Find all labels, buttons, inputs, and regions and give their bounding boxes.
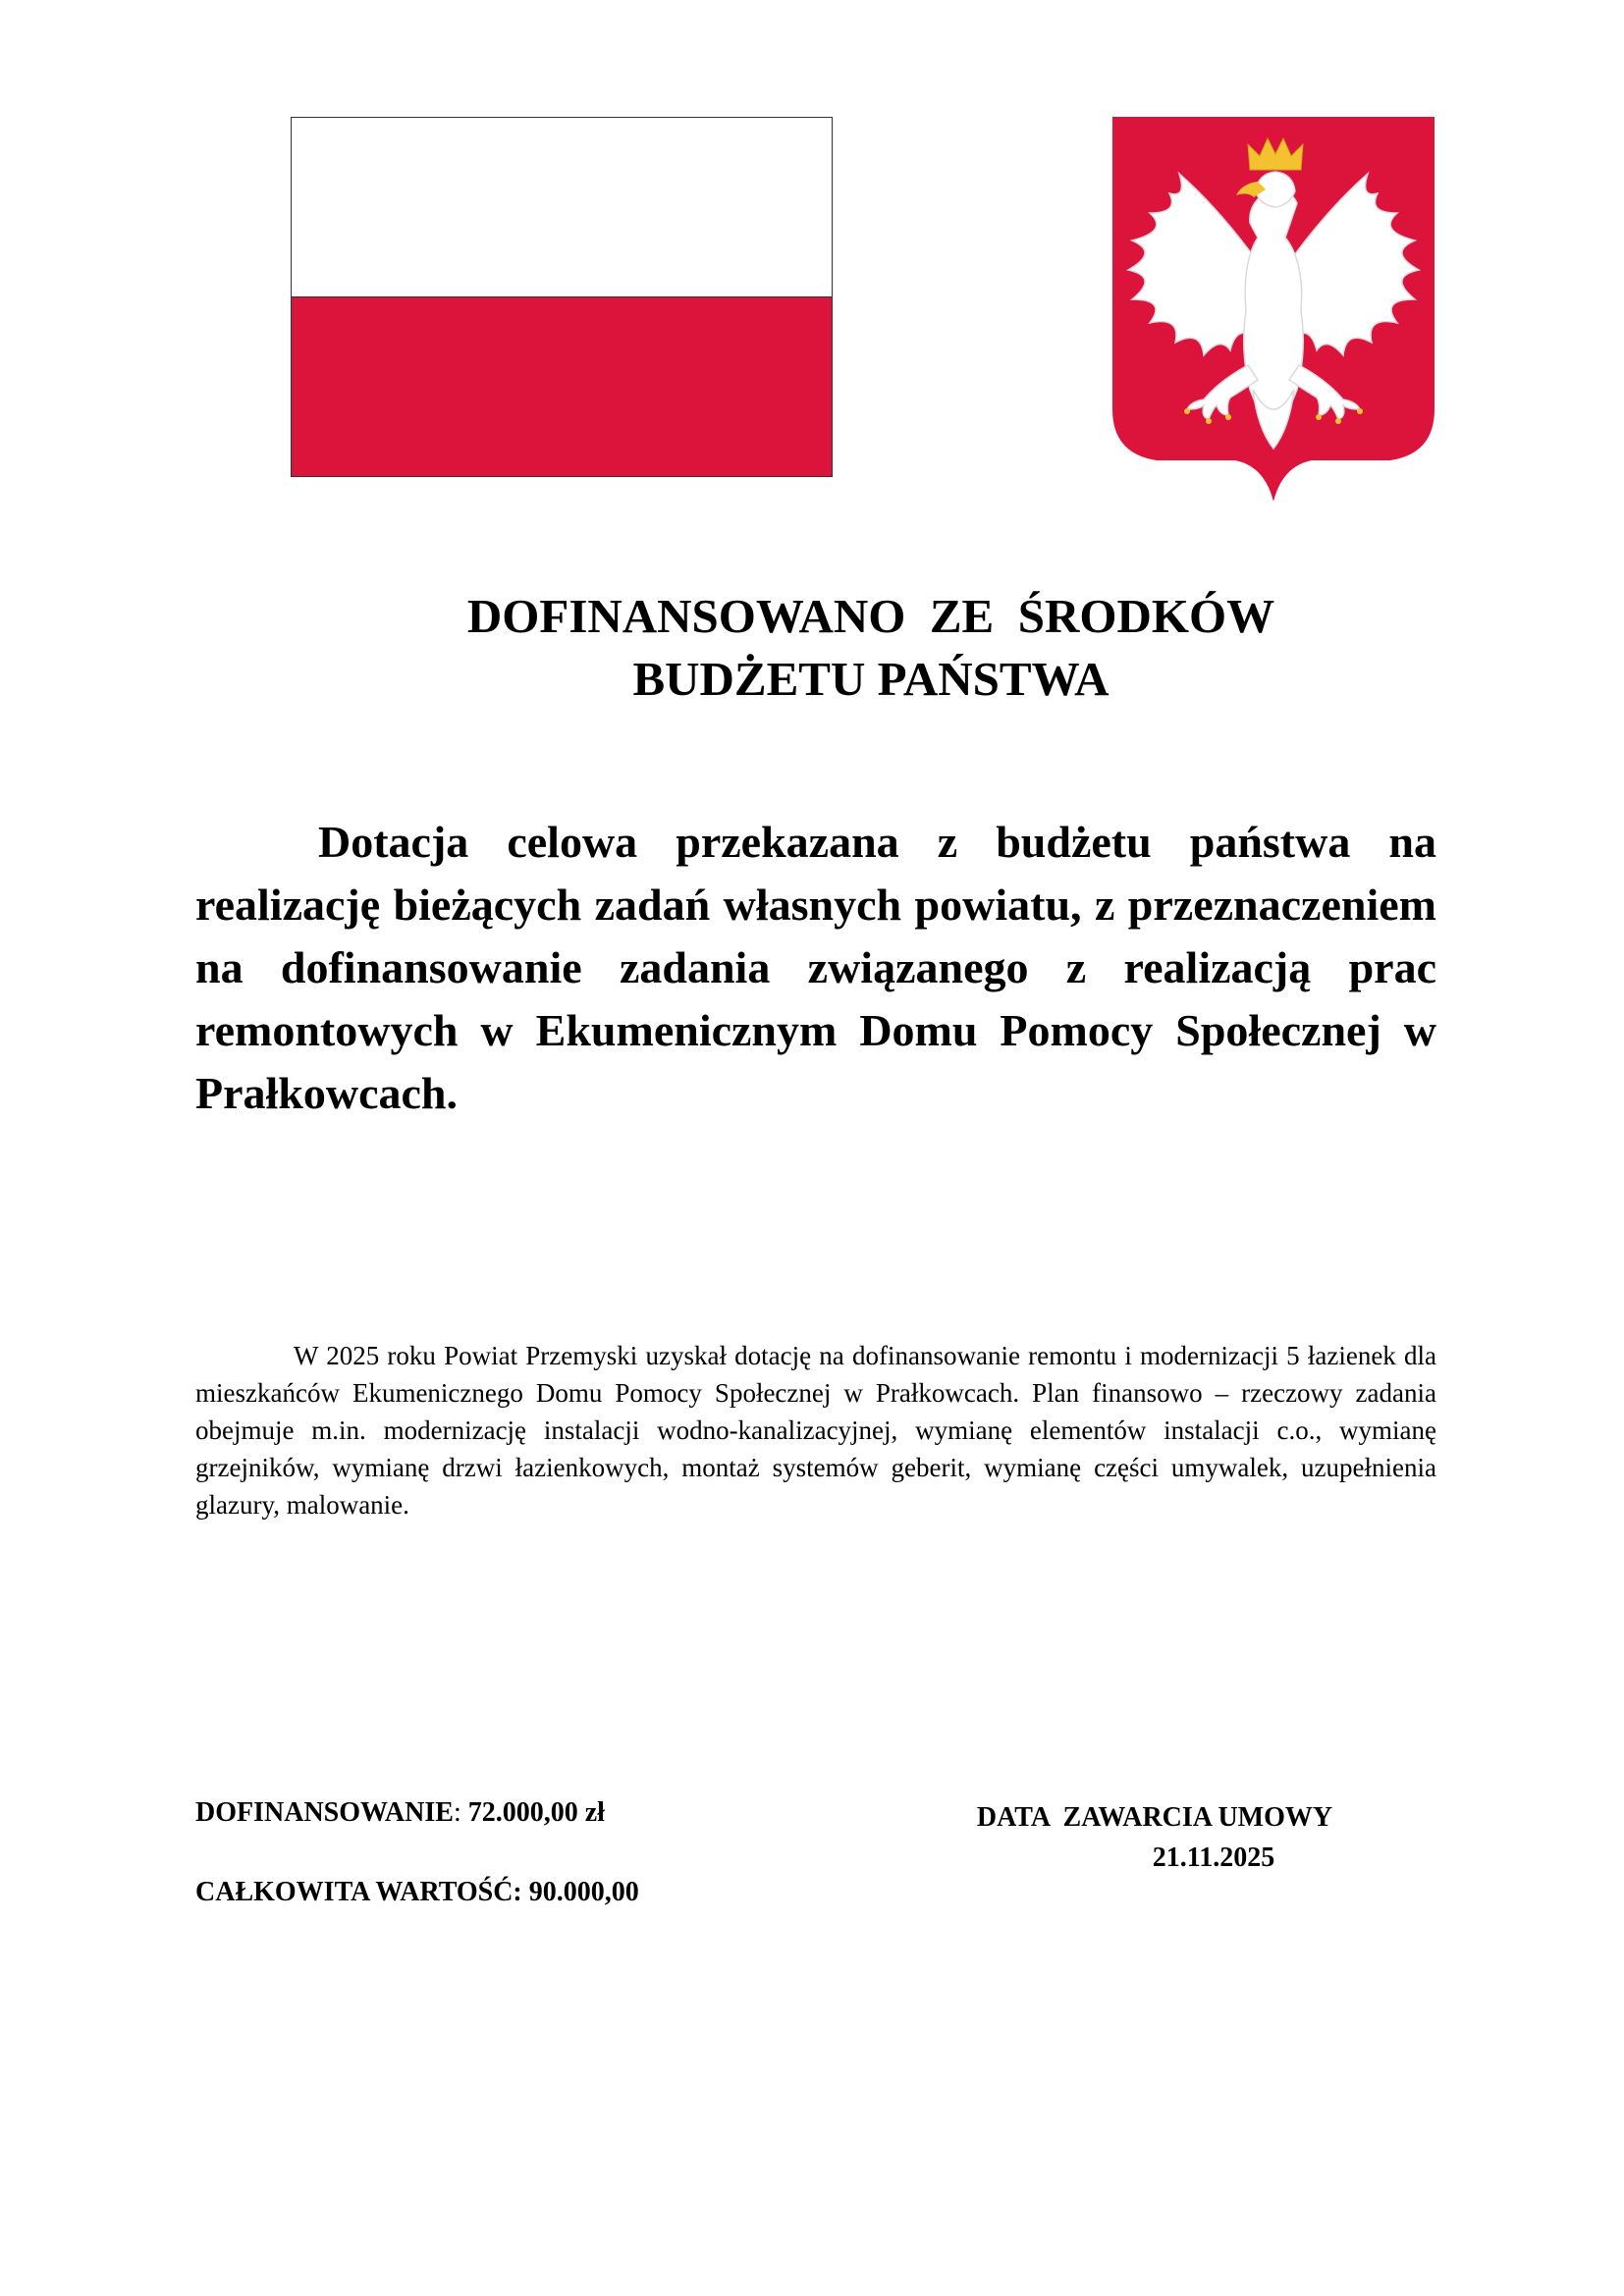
total-amount: 90.000,00 bbox=[521, 1877, 639, 1907]
poland-flag bbox=[291, 117, 833, 477]
funding-amount bbox=[195, 1797, 605, 1829]
page-title bbox=[0, 585, 1624, 711]
funding-separator: : bbox=[453, 1797, 461, 1828]
funding-value: 72.000,00 zł bbox=[460, 1797, 605, 1828]
contract-date-block bbox=[929, 1797, 1380, 1878]
title-line-2: BUDŻETU PAŃSTWA bbox=[632, 652, 1110, 706]
total-value bbox=[195, 1877, 639, 1908]
poland-coat-of-arms-icon bbox=[1110, 115, 1436, 504]
project-description: W 2025 roku Powiat Przemyski uzyskał dotację na dofinansowanie remontu i modernizacji 5 łazienek dla mieszkańców Ekumenicznego Domu Pomocy Społecznej w Prałkowcach. Plan finansowo – rzeczowy zadania obejmuje m.in. modernizację instalacji wodno-kanalizacyjnej, wymianę elementów instalacji c.o., wymianę grzejników, wymianę drzwi łazienkowych, montaż systemów geberit, wymianę części umywalek, uzupełnienia glazury, malowanie. bbox=[195, 1341, 1436, 1520]
title-line-1: DOFINANSOWANO ZE ŚRODKÓW bbox=[466, 589, 1275, 643]
funding-label: DOFINANSOWANIE bbox=[195, 1797, 454, 1828]
flag-red-stripe bbox=[292, 297, 832, 477]
flag-white-stripe bbox=[292, 118, 832, 297]
total-label: CAŁKOWITA WARTOŚĆ: bbox=[195, 1877, 522, 1907]
contract-date: 21.11.2025 bbox=[1152, 1842, 1275, 1873]
grant-description: Dotacja celowa przekazana z budżetu państwa na realizację bieżących zadań własnych powiatu, z przeznaczeniem na dofinansowanie zadania związanego z realizacją prac remontowych w Ekumenicznym Domu Pomocy Społecznej w Prałkowcach. bbox=[195, 817, 1436, 1118]
contract-date-label: DATA ZAWARCIA UMOWY bbox=[976, 1802, 1333, 1833]
